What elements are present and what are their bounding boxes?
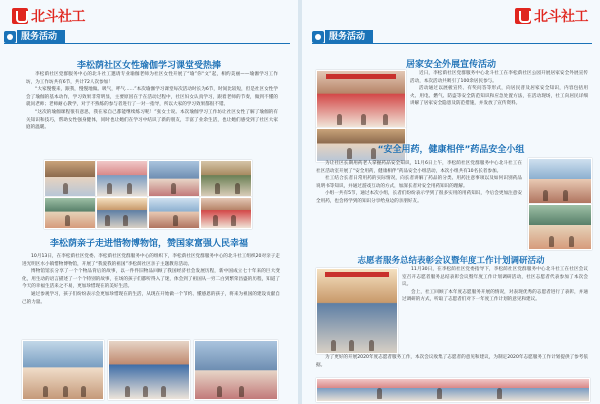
medication-photo bbox=[528, 158, 592, 204]
article-body-medication bbox=[316, 160, 522, 252]
article-title-yoga: 李松荫社区女性瑜伽学习课堂受热捧 bbox=[76, 61, 221, 71]
museum-photo bbox=[22, 340, 104, 400]
paragraph: 通过参观学习，孩子们纷纷表示会更加珍惜现在的生活，从现在开始做一个节约、懂感恩的孩子，将来为祖国的建设贡献自己的力量。 bbox=[22, 291, 280, 305]
section-icon bbox=[4, 31, 16, 43]
yoga-photo bbox=[96, 160, 148, 197]
right-logo bbox=[515, 6, 588, 26]
paragraph: “这次的瑜伽课程很有意思，我在家自己都能继续练习呢！”张女士说。本次瑜伽学习工作坊让社区女性了解了瑜伽的有关知识和技巧，帮助女性强身健体，同时也让她们在学习中结识了新的朋友，丰富了业余生活，也让她们感受到了社区大家庭的温暖。 bbox=[26, 109, 278, 131]
yoga-photo bbox=[44, 160, 96, 197]
yoga-photo bbox=[200, 197, 252, 229]
yoga-photo bbox=[200, 160, 252, 197]
section-tab-label: 服务活动 bbox=[17, 30, 65, 44]
article-title-medication: “安全用药，健康相伴”药品安全小组 bbox=[377, 145, 525, 155]
right-section-tab bbox=[312, 30, 373, 44]
paragraph: “大家慢慢来，跟我，慢慢地做。吸气，呼气……”本次瑜伽学习课堂每次活动时长为6节，时间比较短，但是社区女性学会了瑜伽的基本动作，学习效果非常明显，主要原因在于在活动过程中，社区妇女认真学习，跟着老师的节奏，做到不懂的就问老师；老师耐心教学，对于不熟练的参与者进行了一对一指导，所以大家的学习效果都很不错。 bbox=[26, 87, 278, 108]
paragraph: 博物馆馆长分享了一个个物品背后的故事，以一件件旧物品回顾了我国经济社会发展历程，新中国成立七十年来的巨大变化，用生动的语言描述了一个个特别的故事，在场的孩子们都听得入了迷，体会到了祖国从一穷二白到繁荣昌盛的历程，知道了今天的幸福生活来之不易，更加珍惜现在的美好生活。 bbox=[22, 269, 280, 290]
article-title-home-safety: 居家安全外展宣传活动 bbox=[405, 60, 496, 70]
section-icon bbox=[312, 31, 324, 43]
yoga-photo bbox=[96, 197, 148, 229]
article-title-volunteer: 志愿者服务总结表彰会议暨年度工作计划调研活动 bbox=[357, 256, 545, 266]
left-logo bbox=[12, 6, 85, 26]
paragraph: 小组一共有5节，通过本次小组，长者们纷纷表示学到了很多实用的用药知识，今后会更加注意安全用药，也会将学到的知识分享给身边的亲朋好友。 bbox=[316, 191, 522, 204]
article-body-museum bbox=[22, 253, 280, 335]
paragraph: 为让社区长期用药老人掌握药品安全知识，11月6日上午，李松荫社区党群服务中心北斗社工在社区活动室开展了“安全用药，健康相伴”药品安全小组活动，本次小组共有10名长者参加。 bbox=[316, 161, 522, 174]
museum-photo bbox=[108, 340, 190, 400]
volunteer-group-photo bbox=[316, 378, 590, 402]
section-tab-label: 服务活动 bbox=[325, 30, 373, 44]
medication-photo bbox=[528, 204, 592, 250]
paragraph: 近日，李松荫社区党群服务中心北斗社工在李松荫社区公园开展居家安全外展宣传活动，本次活动共吸引了100余居民参与。 bbox=[410, 71, 588, 84]
yoga-photo bbox=[44, 197, 96, 229]
left-page bbox=[0, 0, 298, 404]
paragraph: 活动通过以展板宣传、有奖问答等形式，向居民普及居家安全知识，内容包括用火、用电、燃气、防盗等安全防范知识和应急处置方法，在活动现场，社工向居民详细讲解了居家安全隐患及防范措施，并发放了宣传资料。 bbox=[410, 86, 588, 107]
beidou-logo-icon bbox=[515, 8, 531, 24]
yoga-photo bbox=[148, 197, 200, 229]
beidou-logo-icon bbox=[12, 8, 28, 24]
section-divider bbox=[4, 43, 290, 44]
yoga-photo bbox=[148, 160, 200, 197]
home-safety-photo bbox=[316, 70, 406, 128]
article-title-museum: 李松荫亲子走进惜物博物馆，赞国家富强人民幸福 bbox=[49, 239, 248, 249]
paragraph: 为了更好的开展2020年度志愿者服务工作，本次会议收集了志愿者的意见和建议，为制定2020年志愿服务工作计划提供了参考依据。 bbox=[316, 355, 588, 368]
paragraph: 会上，社工回顾了本年度志愿服务开展的情况，对表现优秀的志愿者进行了表彰，并通过调研的方式，听取了志愿者们对下一年度工作计划的意见和建议。 bbox=[402, 289, 588, 303]
volunteer-photo bbox=[316, 268, 398, 354]
paragraph: 李松荫社区党群服务中心的北斗社工邀请专业瑜伽老师为社区女性开展了“瑜”你“文”起，相约美丽——瑜伽学习工作坊，为工作坊共有6节，共计72人次参加！ bbox=[26, 72, 278, 85]
right-page bbox=[302, 0, 600, 404]
article-body-volunteer bbox=[402, 266, 588, 352]
logo-name: 北斗社工 bbox=[534, 9, 588, 25]
paragraph: 社工结合长者日常用药的实际情况，向长者讲解了药品的分类、用药注意事项以及如何识别药品说明书等知识，并通过游戏互动的方式，加深长者对安全用药知识的理解。 bbox=[316, 176, 522, 189]
paragraph: 10月13日，在李松荫社区党委、李松荫社区党群服务中心的组织下，李松荫社区党群服务中心的北斗社工组织20对亲子走进光明区水小镇惜物博物馆，开展了“我爱我的祖国”李松荫社区亲子主题教育活动。 bbox=[22, 254, 280, 267]
logo-name: 北斗社工 bbox=[31, 9, 85, 25]
article-body-volunteer-continued bbox=[316, 354, 588, 376]
museum-photo bbox=[194, 340, 278, 400]
article-body-home-safety bbox=[410, 70, 588, 138]
article-body-yoga bbox=[26, 71, 278, 155]
section-divider bbox=[312, 43, 592, 44]
paragraph: 11月30日，在李松荫社区党委指导下，李松荫社区党群服务中心北斗社工在社区会议室召开志愿者服务总结表彰会议暨年度工作计划调研活动，社区志愿者代表参加了本次会议。 bbox=[402, 267, 588, 288]
left-section-tab bbox=[4, 30, 65, 44]
